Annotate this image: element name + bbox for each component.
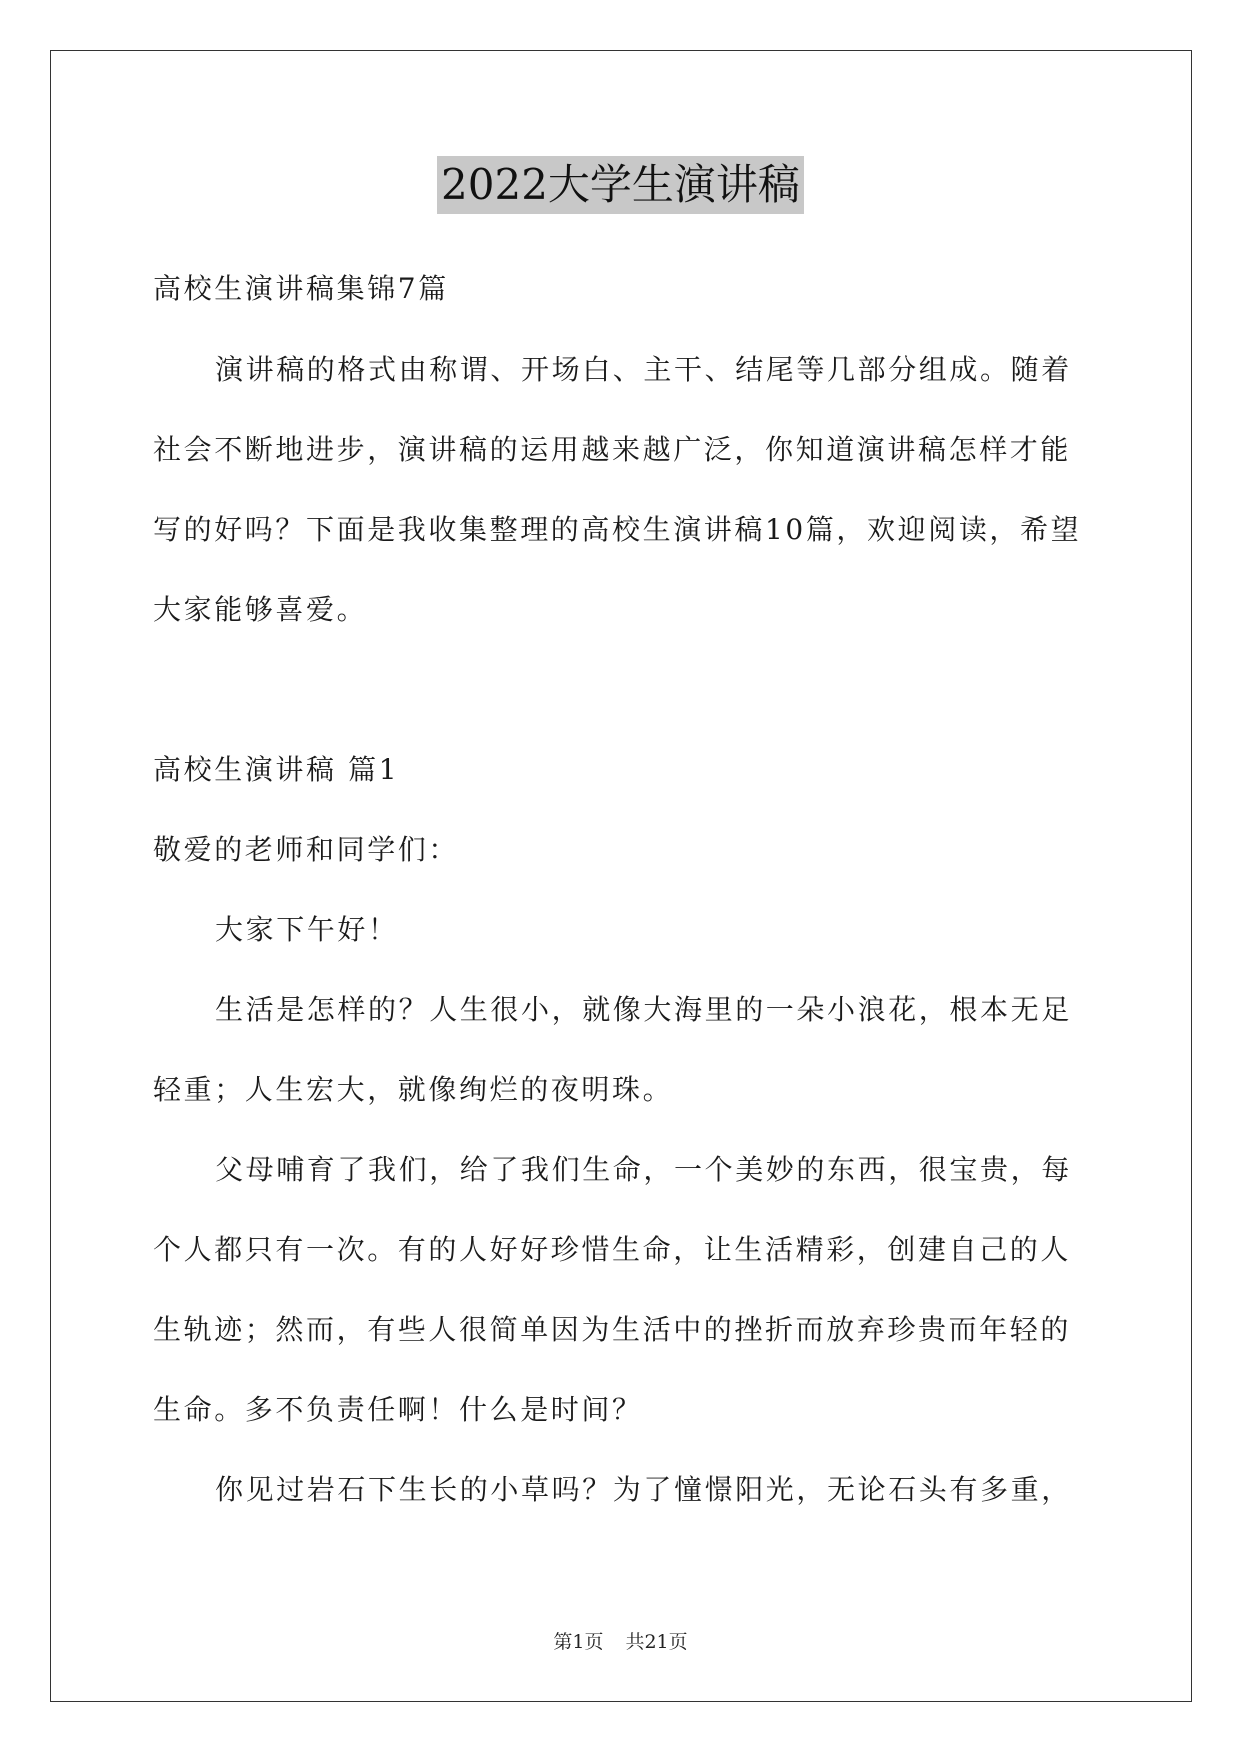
page-number-total: 共21页: [625, 1631, 688, 1653]
salutation: 敬爱的老师和同学们：: [153, 833, 460, 866]
body-line-4: 个人都只有一次。有的人好好珍惜生命，让生活精彩，创建自己的人: [153, 1233, 1072, 1266]
page-number-current: 第1页: [553, 1631, 604, 1653]
intro-line-4: 大家能够喜爱。: [153, 593, 368, 626]
body-line-5: 生轨迹；然而，有些人很简单因为生活中的挫折而放弃珍贵而年轻的: [153, 1313, 1072, 1346]
intro-line-3: 写的好吗？下面是我收集整理的高校生演讲稿10篇，欢迎阅读，希望: [153, 513, 1082, 546]
intro-line-1: 演讲稿的格式由称谓、开场白、主干、结尾等几部分组成。随着: [215, 353, 1072, 386]
greeting: 大家下午好！: [215, 913, 399, 946]
page-footer: [0, 1629, 1241, 1655]
section-heading: 高校生演讲稿 篇1: [153, 753, 400, 786]
document-title: 2022大学生演讲稿: [437, 156, 804, 214]
body-line-7: 你见过岩石下生长的小草吗？为了憧憬阳光，无论石头有多重，: [215, 1473, 1072, 1506]
body-line-2: 轻重；人生宏大，就像绚烂的夜明珠。: [153, 1073, 674, 1106]
body-line-3: 父母哺育了我们，给了我们生命，一个美妙的东西，很宝贵，每: [215, 1153, 1072, 1186]
title-container: [0, 156, 1241, 214]
intro-line-2: 社会不断地进步，演讲稿的运用越来越广泛，你知道演讲稿怎样才能: [153, 433, 1072, 466]
body-line-6: 生命。多不负责任啊！什么是时间？: [153, 1393, 643, 1426]
body-line-1: 生活是怎样的？人生很小，就像大海里的一朵小浪花，根本无足: [215, 993, 1072, 1026]
subtitle: 高校生演讲稿集锦7篇: [153, 272, 449, 305]
